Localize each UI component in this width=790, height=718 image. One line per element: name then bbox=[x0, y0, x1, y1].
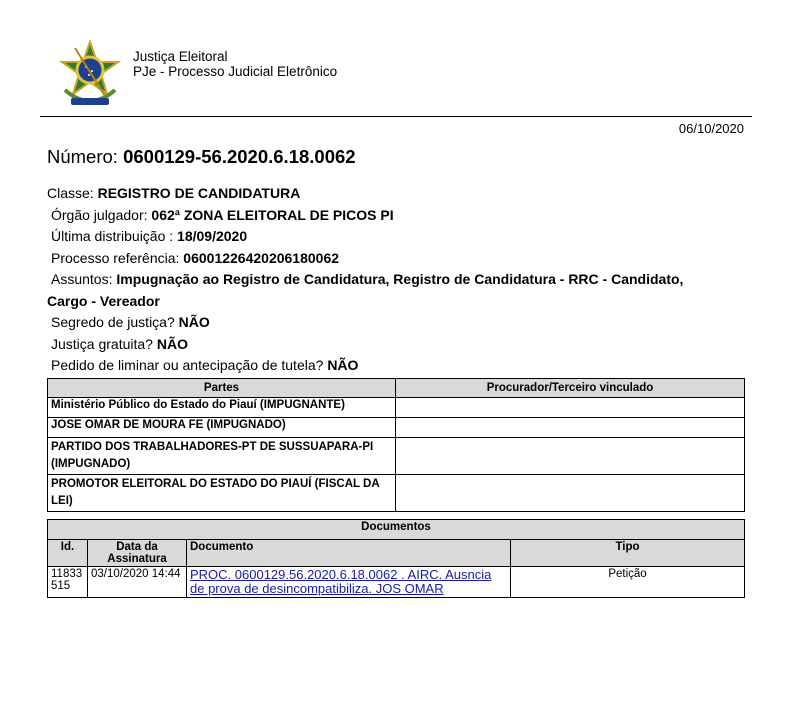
parte-cell: JOSE OMAR DE MOURA FE (IMPUGNADO) bbox=[48, 418, 396, 438]
header-org bbox=[133, 49, 337, 79]
doc-date: 03/10/2020 14:44 bbox=[88, 567, 187, 598]
process-number-value: 0600129-56.2020.6.18.0062 bbox=[123, 146, 356, 167]
orgao-value: 062ª ZONA ELEITORAL DE PICOS PI bbox=[151, 206, 394, 223]
procurador-header: Procurador/Terceiro vinculado bbox=[396, 379, 745, 398]
distribuicao-row bbox=[47, 226, 683, 248]
referencia-row bbox=[47, 248, 683, 270]
orgao-label: Órgão julgador: bbox=[51, 206, 152, 223]
process-info bbox=[47, 183, 683, 377]
liminar-value: NÃO bbox=[327, 357, 359, 373]
table-row bbox=[48, 398, 745, 418]
segredo-row bbox=[47, 312, 683, 334]
header-divider bbox=[40, 116, 752, 117]
classe-label: Classe: bbox=[47, 185, 98, 201]
referencia-value: 06001226420206180062 bbox=[183, 249, 340, 266]
assuntos-row-2 bbox=[47, 291, 683, 313]
liminar-label: Pedido de liminar ou antecipação de tutela? bbox=[51, 357, 328, 373]
assuntos-value-line2: Cargo - Vereador bbox=[47, 292, 160, 309]
system-name: PJe - Processo Judicial Eletrônico bbox=[133, 64, 338, 79]
partes-header: Partes bbox=[48, 379, 396, 398]
process-number bbox=[47, 146, 356, 168]
partes-table bbox=[47, 378, 745, 512]
documentos-title: Documentos bbox=[48, 520, 745, 540]
documento-header: Documento bbox=[187, 540, 511, 567]
gratuita-row bbox=[47, 334, 683, 356]
table-row bbox=[48, 438, 745, 475]
classe-row bbox=[47, 183, 683, 205]
brasil-coat-of-arms-icon bbox=[55, 40, 125, 112]
procurador-cell bbox=[396, 438, 745, 475]
liminar-row bbox=[47, 355, 683, 377]
parte-cell: PARTIDO DOS TRABALHADORES-PT DE SUSSUAPARA-PI (IMPUGNADO) bbox=[48, 438, 396, 475]
segredo-value: NÃO bbox=[178, 314, 210, 330]
parte-cell: PROMOTOR ELEITORAL DO ESTADO DO PIAUÍ (FISCAL DA LEI) bbox=[48, 475, 396, 512]
document-link[interactable]: PROC. 0600129.56.2020.6.18.0062 . AIRC. Ausncia de prova de desincompatibiliza. JOS OMAR bbox=[190, 567, 492, 596]
tipo-header: Tipo bbox=[511, 540, 745, 567]
procurador-cell bbox=[396, 418, 745, 438]
procurador-cell bbox=[396, 398, 745, 418]
classe-value: REGISTRO DE CANDIDATURA bbox=[97, 185, 301, 201]
distribuicao-value: 18/09/2020 bbox=[177, 228, 248, 244]
segredo-label: Segredo de justiça? bbox=[51, 314, 179, 330]
table-row bbox=[48, 567, 745, 598]
assuntos-row bbox=[47, 269, 683, 291]
doc-type: Petição bbox=[511, 567, 745, 598]
documentos-table bbox=[47, 519, 745, 598]
parte-cell: Ministério Público do Estado do Piauí (IMPUGNANTE) bbox=[48, 398, 396, 418]
doc-id: 11833 515 bbox=[48, 567, 88, 598]
table-row bbox=[48, 418, 745, 438]
orgao-row bbox=[47, 205, 683, 227]
data-header: Data da Assinatura bbox=[88, 540, 187, 567]
id-header: Id. bbox=[48, 540, 88, 567]
org-name: Justiça Eleitoral bbox=[133, 49, 228, 64]
referencia-label: Processo referência: bbox=[51, 249, 184, 266]
process-number-label: Número: bbox=[47, 146, 124, 167]
table-row bbox=[48, 475, 745, 512]
report-date: 06/10/2020 bbox=[678, 121, 744, 136]
gratuita-label: Justiça gratuita? bbox=[51, 335, 157, 352]
distribuicao-label: Última distribuição : bbox=[51, 228, 178, 244]
gratuita-value: NÃO bbox=[156, 335, 188, 352]
assuntos-value-line1: Impugnação ao Registro de Candidatura, Registro de Candidatura - RRC - Candidato, bbox=[116, 271, 684, 287]
assuntos-label: Assuntos: bbox=[51, 271, 117, 287]
procurador-cell bbox=[396, 475, 745, 512]
